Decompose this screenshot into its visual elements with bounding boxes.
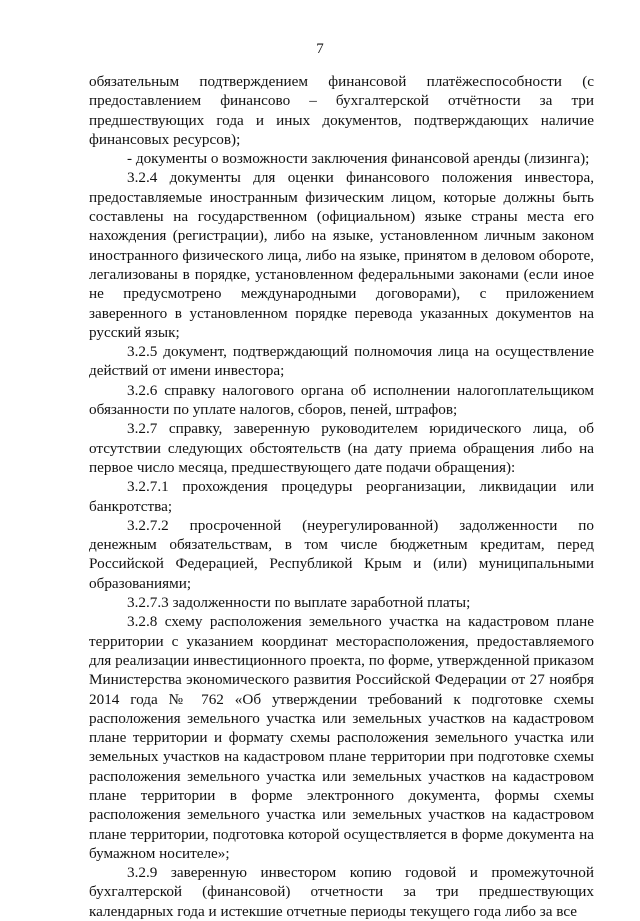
- paragraph-3-2-4: 3.2.4 документы для оценки финансового положения инвестора, предоставляемые иностранным физическим лицом, которые должны быть составлены на государственном (официальном) языке страны места его нахождения (регистрации), либо на языке, установленном личным законом иностранного физического лица, либо на языке, принятом в деловом обороте, легализованы в порядке, установленном федеральными законами (если иное не предусмотрено международными договорами), с приложением заверенного в установленном порядке перевода указанных документов на русский язык;: [89, 169, 594, 341]
- paragraph-3-2-5: 3.2.5 документ, подтверждающий полномочия лица на осуществление действий от имени инвестора;: [89, 343, 594, 380]
- paragraph-leasing-documents: - документы о возможности заключения финансовой аренды (лизинга);: [127, 150, 590, 168]
- paragraph-continuation: обязательным подтверждением финансовой платёжеспособности (с предоставлением финансово – бухгалтерской отчётности за три предшествующих года и иных документов, подтверждающих наличие финансовых ресурсов);: [89, 73, 594, 148]
- document-body: [89, 72, 594, 921]
- paragraph-3-2-9: 3.2.9 заверенную инвестором копию годовой и промежуточной бухгалтерской (финансовой) отчетности за три предшествующих календарных года и истекшие отчетные периоды текущего года либо за все: [89, 864, 594, 920]
- paragraph-3-2-7-3: 3.2.7.3 задолженности по выплате заработной платы;: [127, 594, 471, 612]
- paragraph-3-2-8: 3.2.8 схему расположения земельного участка на кадастровом плане территории с указанием координат месторасположения, предоставляемого для реализации инвестиционного проекта, по форме, утвержденной приказом Министерства экономического развития Российской Федерации от 27 ноября 2014 года № 762 «Об утверждении требований к подготовке схемы расположения земельного участка или земельных участков на кадастровом плане территории и формату схемы расположения земельного участка или земельных участков на кадастровом плане территории при подготовке схемы расположения земельного участка или земельных участков на кадастровом плане территории в форме электронного документа, формы схемы расположения земельного участка или земельных участков на кадастровом плане территории, подготовка которой осуществляется в форме документа на бумажном носителе»;: [89, 613, 594, 862]
- paragraph-3-2-6: 3.2.6 справку налогового органа об исполнении налогоплательщиком обязанности по уплате налогов, сборов, пеней, штрафов;: [89, 381, 594, 419]
- paragraph-3-2-7-2: 3.2.7.2 просроченной (неурегулированной) задолженности по денежным обязательствам, в том числе бюджетным кредитам, перед Российской Федерацией, Республикой Крым и (или) муниципальными образованиями;: [89, 516, 594, 592]
- paragraph-3-2-7: 3.2.7 справку, заверенную руководителем юридического лица, об отсутствии следующих обстоятельств (на дату приема обращения либо на первое число месяца, предшествующего дате подачи обращения):: [89, 420, 594, 476]
- paragraph-3-2-7-1: 3.2.7.1 прохождения процедуры реорганизации, ликвидации или банкротства;: [89, 478, 594, 515]
- page-number: 7: [316, 41, 324, 57]
